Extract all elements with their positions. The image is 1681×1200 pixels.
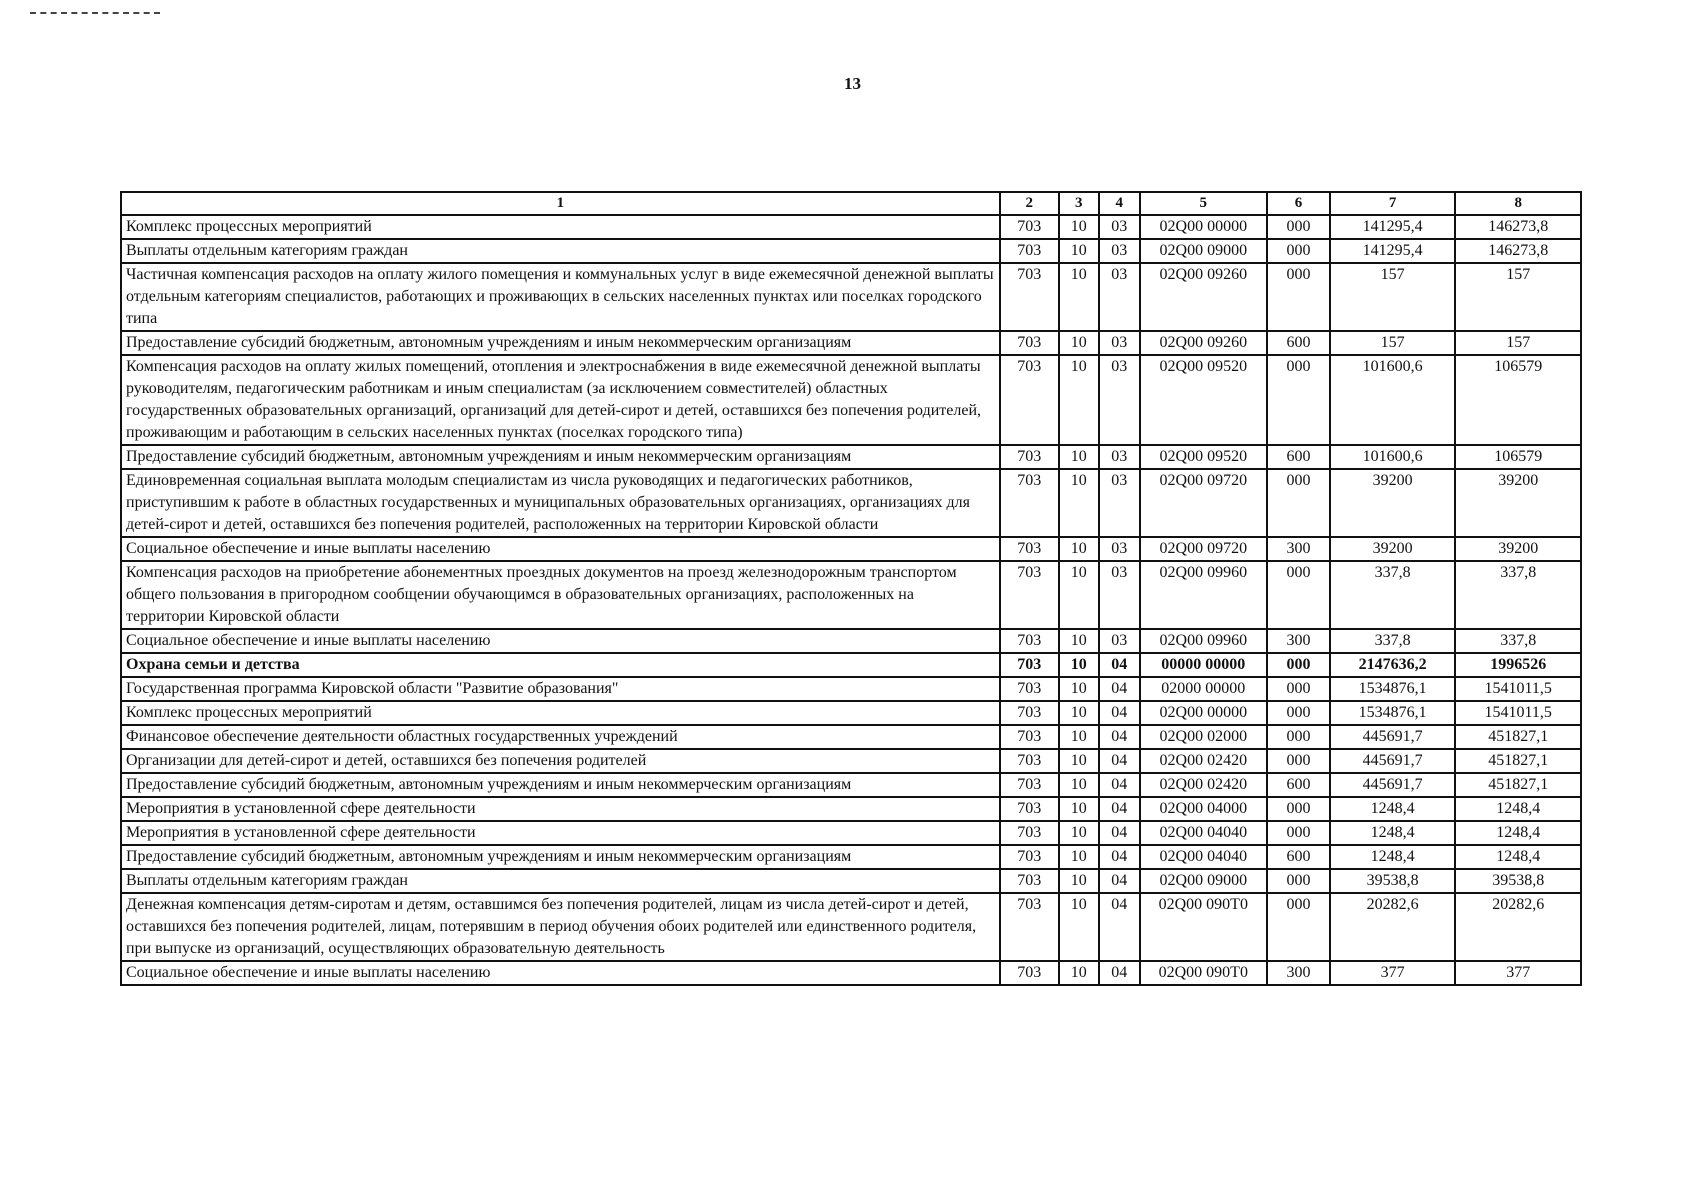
ved-code-cell: 703 — [1000, 821, 1059, 845]
table-row — [121, 725, 1581, 749]
subsection-code-cell: 04 — [1099, 821, 1139, 845]
target-article-cell: 02Q00 02420 — [1140, 773, 1268, 797]
table-row — [121, 629, 1581, 653]
expense-name-cell: Выплаты отдельным категориям граждан — [121, 869, 1000, 893]
section-code-cell: 10 — [1059, 263, 1099, 331]
expense-type-cell: 000 — [1267, 701, 1330, 725]
amount-year2-cell: 1541011,5 — [1455, 677, 1581, 701]
section-code-cell: 10 — [1059, 749, 1099, 773]
expense-type-cell: 600 — [1267, 773, 1330, 797]
ved-code-cell: 703 — [1000, 469, 1059, 537]
table-row — [121, 355, 1581, 445]
amount-year1-cell: 141295,4 — [1330, 215, 1456, 239]
ved-code-cell: 703 — [1000, 331, 1059, 355]
target-article-cell: 02Q00 09520 — [1140, 355, 1268, 445]
ved-code-cell: 703 — [1000, 239, 1059, 263]
expense-name-cell: Компенсация расходов на оплату жилых помещений, отопления и электроснабжения в виде ежемесячной денежной выплаты руководителям, педагогическим работникам и иным специалистам (за исключением совместителей) областных государственных образовательных организаций, организаций для детей-сирот и детей, оставшихся без попечения родителей, проживающим и работающим в сельских населенных пунктах (поселках городского типа) — [121, 355, 1000, 445]
amount-year2-cell: 39200 — [1455, 537, 1581, 561]
expense-name-cell: Финансовое обеспечение деятельности областных государственных учреждений — [121, 725, 1000, 749]
amount-year1-cell: 445691,7 — [1330, 725, 1456, 749]
amount-year1-cell: 39538,8 — [1330, 869, 1456, 893]
section-code-cell: 10 — [1059, 653, 1099, 677]
expense-name-cell: Предоставление субсидий бюджетным, автономным учреждениям и иным некоммерческим организациям — [121, 331, 1000, 355]
expense-type-cell: 000 — [1267, 893, 1330, 961]
target-article-cell: 02Q00 09960 — [1140, 629, 1268, 653]
header-row — [121, 192, 1581, 215]
subsection-code-cell: 04 — [1099, 677, 1139, 701]
target-article-cell: 02Q00 090T0 — [1140, 893, 1268, 961]
amount-year1-cell: 1534876,1 — [1330, 701, 1456, 725]
target-article-cell: 02Q00 09260 — [1140, 331, 1268, 355]
column-header-1: 1 — [121, 192, 1000, 215]
expense-type-cell: 600 — [1267, 445, 1330, 469]
table-row — [121, 821, 1581, 845]
expense-name-cell: Охрана семьи и детства — [121, 653, 1000, 677]
amount-year1-cell: 445691,7 — [1330, 773, 1456, 797]
amount-year2-cell: 1248,4 — [1455, 797, 1581, 821]
subsection-code-cell: 03 — [1099, 239, 1139, 263]
expense-type-cell: 600 — [1267, 331, 1330, 355]
amount-year2-cell: 1248,4 — [1455, 845, 1581, 869]
table-row — [121, 773, 1581, 797]
section-code-cell: 10 — [1059, 677, 1099, 701]
subsection-code-cell: 04 — [1099, 725, 1139, 749]
expense-type-cell: 000 — [1267, 355, 1330, 445]
section-code-cell: 10 — [1059, 893, 1099, 961]
expense-name-cell: Предоставление субсидий бюджетным, автономным учреждениям и иным некоммерческим организациям — [121, 445, 1000, 469]
ved-code-cell: 703 — [1000, 355, 1059, 445]
amount-year2-cell: 20282,6 — [1455, 893, 1581, 961]
amount-year2-cell: 39538,8 — [1455, 869, 1581, 893]
subsection-code-cell: 04 — [1099, 797, 1139, 821]
ved-code-cell: 703 — [1000, 961, 1059, 985]
ved-code-cell: 703 — [1000, 653, 1059, 677]
ved-code-cell: 703 — [1000, 725, 1059, 749]
amount-year2-cell: 451827,1 — [1455, 725, 1581, 749]
expense-name-cell: Социальное обеспечение и иные выплаты населению — [121, 629, 1000, 653]
subsection-code-cell: 04 — [1099, 961, 1139, 985]
ved-code-cell: 703 — [1000, 561, 1059, 629]
column-header-6: 6 — [1267, 192, 1330, 215]
table-row — [121, 537, 1581, 561]
expense-name-cell: Социальное обеспечение и иные выплаты населению — [121, 961, 1000, 985]
target-article-cell: 02Q00 09520 — [1140, 445, 1268, 469]
ved-code-cell: 703 — [1000, 537, 1059, 561]
table-body — [121, 215, 1581, 985]
expense-type-cell: 000 — [1267, 725, 1330, 749]
amount-year1-cell: 337,8 — [1330, 629, 1456, 653]
amount-year1-cell: 1534876,1 — [1330, 677, 1456, 701]
target-article-cell: 02Q00 09000 — [1140, 869, 1268, 893]
section-code-cell: 10 — [1059, 725, 1099, 749]
ved-code-cell: 703 — [1000, 773, 1059, 797]
column-header-3: 3 — [1059, 192, 1099, 215]
amount-year1-cell: 101600,6 — [1330, 445, 1456, 469]
target-article-cell: 02Q00 09260 — [1140, 263, 1268, 331]
expense-type-cell: 000 — [1267, 869, 1330, 893]
amount-year2-cell: 1541011,5 — [1455, 701, 1581, 725]
section-code-cell: 10 — [1059, 961, 1099, 985]
target-article-cell: 02Q00 09000 — [1140, 239, 1268, 263]
amount-year1-cell: 377 — [1330, 961, 1456, 985]
section-code-cell: 10 — [1059, 845, 1099, 869]
expense-type-cell: 000 — [1267, 469, 1330, 537]
amount-year1-cell: 157 — [1330, 331, 1456, 355]
target-article-cell: 02Q00 02420 — [1140, 749, 1268, 773]
amount-year1-cell: 20282,6 — [1330, 893, 1456, 961]
table-row — [121, 239, 1581, 263]
table-row — [121, 749, 1581, 773]
table-row — [121, 677, 1581, 701]
target-article-cell: 02Q00 04000 — [1140, 797, 1268, 821]
expense-name-cell: Государственная программа Кировской области "Развитие образования" — [121, 677, 1000, 701]
table-row — [121, 701, 1581, 725]
subsection-code-cell: 03 — [1099, 537, 1139, 561]
section-code-cell: 10 — [1059, 869, 1099, 893]
expense-name-cell: Денежная компенсация детям-сиротам и детям, оставшимся без попечения родителей, лицам из числа детей-сирот и детей, оставшихся без попечения родителей, лицам, потерявшим в период обучения обоих родителей или единственного родителя, при выпуске из организаций, осуществляющих образовательную деятельность — [121, 893, 1000, 961]
target-article-cell: 02Q00 04040 — [1140, 821, 1268, 845]
amount-year2-cell: 146273,8 — [1455, 239, 1581, 263]
column-header-2: 2 — [1000, 192, 1059, 215]
expense-type-cell: 300 — [1267, 537, 1330, 561]
expense-type-cell: 000 — [1267, 821, 1330, 845]
section-code-cell: 10 — [1059, 537, 1099, 561]
ved-code-cell: 703 — [1000, 445, 1059, 469]
subsection-code-cell: 04 — [1099, 653, 1139, 677]
amount-year1-cell: 101600,6 — [1330, 355, 1456, 445]
table-row — [121, 331, 1581, 355]
section-code-cell: 10 — [1059, 215, 1099, 239]
target-article-cell: 02Q00 00000 — [1140, 701, 1268, 725]
amount-year2-cell: 1996526 — [1455, 653, 1581, 677]
expense-type-cell: 600 — [1267, 845, 1330, 869]
expense-name-cell: Единовременная социальная выплата молодым специалистам из числа руководящих и педагогических работников, приступившим к работе в областных государственных и муниципальных образовательных организациях, организациях для детей-сирот и детей, оставшихся без попечения родителей, расположенных на территории Кировской области — [121, 469, 1000, 537]
subsection-code-cell: 03 — [1099, 469, 1139, 537]
expense-type-cell: 000 — [1267, 239, 1330, 263]
table-row — [121, 445, 1581, 469]
section-code-cell: 10 — [1059, 445, 1099, 469]
target-article-cell: 02000 00000 — [1140, 677, 1268, 701]
amount-year2-cell: 451827,1 — [1455, 773, 1581, 797]
expense-name-cell: Частичная компенсация расходов на оплату жилого помещения и коммунальных услуг в виде ежемесячной денежной выплаты отдельным категориям специалистов, работающих и проживающих в сельских населенных пунктах или поселках городского типа — [121, 263, 1000, 331]
amount-year2-cell: 337,8 — [1455, 561, 1581, 629]
target-article-cell: 02Q00 09720 — [1140, 537, 1268, 561]
expense-name-cell: Организации для детей-сирот и детей, оставшихся без попечения родителей — [121, 749, 1000, 773]
amount-year1-cell: 1248,4 — [1330, 845, 1456, 869]
subsection-code-cell: 03 — [1099, 445, 1139, 469]
ved-code-cell: 703 — [1000, 845, 1059, 869]
section-code-cell: 10 — [1059, 629, 1099, 653]
amount-year1-cell: 2147636,2 — [1330, 653, 1456, 677]
section-code-cell: 10 — [1059, 355, 1099, 445]
section-code-cell: 10 — [1059, 331, 1099, 355]
expense-type-cell: 300 — [1267, 629, 1330, 653]
table-row — [121, 561, 1581, 629]
target-article-cell: 02Q00 02000 — [1140, 725, 1268, 749]
expense-name-cell: Предоставление субсидий бюджетным, автономным учреждениям и иным некоммерческим организациям — [121, 845, 1000, 869]
amount-year1-cell: 337,8 — [1330, 561, 1456, 629]
expense-type-cell: 000 — [1267, 653, 1330, 677]
amount-year1-cell: 1248,4 — [1330, 821, 1456, 845]
column-header-7: 7 — [1330, 192, 1456, 215]
amount-year1-cell: 39200 — [1330, 469, 1456, 537]
expense-type-cell: 000 — [1267, 749, 1330, 773]
section-code-cell: 10 — [1059, 773, 1099, 797]
amount-year2-cell: 106579 — [1455, 445, 1581, 469]
ved-code-cell: 703 — [1000, 749, 1059, 773]
subsection-code-cell: 04 — [1099, 845, 1139, 869]
section-code-cell: 10 — [1059, 239, 1099, 263]
target-article-cell: 00000 00000 — [1140, 653, 1268, 677]
subsection-code-cell: 04 — [1099, 749, 1139, 773]
target-article-cell: 02Q00 090T0 — [1140, 961, 1268, 985]
section-code-cell: 10 — [1059, 701, 1099, 725]
subsection-code-cell: 03 — [1099, 561, 1139, 629]
amount-year2-cell: 337,8 — [1455, 629, 1581, 653]
column-header-5: 5 — [1140, 192, 1268, 215]
section-code-cell: 10 — [1059, 469, 1099, 537]
subsection-code-cell: 03 — [1099, 215, 1139, 239]
table-row — [121, 869, 1581, 893]
amount-year1-cell: 141295,4 — [1330, 239, 1456, 263]
table-row — [121, 961, 1581, 985]
amount-year2-cell: 39200 — [1455, 469, 1581, 537]
page-number: 13 — [844, 74, 861, 93]
ved-code-cell: 703 — [1000, 869, 1059, 893]
subsection-code-cell: 03 — [1099, 355, 1139, 445]
amount-year1-cell: 39200 — [1330, 537, 1456, 561]
section-code-cell: 10 — [1059, 797, 1099, 821]
subsection-code-cell: 04 — [1099, 869, 1139, 893]
subsection-code-cell: 04 — [1099, 893, 1139, 961]
amount-year2-cell: 157 — [1455, 263, 1581, 331]
table-row — [121, 845, 1581, 869]
table-row — [121, 893, 1581, 961]
amount-year2-cell: 146273,8 — [1455, 215, 1581, 239]
table-row — [121, 215, 1581, 239]
amount-year2-cell: 377 — [1455, 961, 1581, 985]
subsection-code-cell: 04 — [1099, 773, 1139, 797]
expense-type-cell: 000 — [1267, 797, 1330, 821]
amount-year2-cell: 157 — [1455, 331, 1581, 355]
expense-name-cell: Комплекс процессных мероприятий — [121, 215, 1000, 239]
expense-type-cell: 300 — [1267, 961, 1330, 985]
ved-code-cell: 703 — [1000, 701, 1059, 725]
expense-type-cell: 000 — [1267, 263, 1330, 331]
subsection-code-cell: 03 — [1099, 331, 1139, 355]
target-article-cell: 02Q00 00000 — [1140, 215, 1268, 239]
expense-name-cell: Мероприятия в установленной сфере деятельности — [121, 797, 1000, 821]
table-row — [121, 469, 1581, 537]
expense-type-cell: 000 — [1267, 561, 1330, 629]
table-row — [121, 653, 1581, 677]
target-article-cell: 02Q00 04040 — [1140, 845, 1268, 869]
expense-type-cell: 000 — [1267, 677, 1330, 701]
column-header-8: 8 — [1455, 192, 1581, 215]
ved-code-cell: 703 — [1000, 215, 1059, 239]
ved-code-cell: 703 — [1000, 629, 1059, 653]
expense-name-cell: Комплекс процессных мероприятий — [121, 701, 1000, 725]
target-article-cell: 02Q00 09720 — [1140, 469, 1268, 537]
subsection-code-cell: 03 — [1099, 263, 1139, 331]
amount-year2-cell: 451827,1 — [1455, 749, 1581, 773]
amount-year2-cell: 1248,4 — [1455, 821, 1581, 845]
expense-name-cell: Социальное обеспечение и иные выплаты населению — [121, 537, 1000, 561]
table-row — [121, 263, 1581, 331]
amount-year2-cell: 106579 — [1455, 355, 1581, 445]
ved-code-cell: 703 — [1000, 893, 1059, 961]
ved-code-cell: 703 — [1000, 797, 1059, 821]
expense-name-cell: Выплаты отдельным категориям граждан — [121, 239, 1000, 263]
scan-artifact-mark — [30, 12, 160, 17]
expense-type-cell: 000 — [1267, 215, 1330, 239]
amount-year1-cell: 445691,7 — [1330, 749, 1456, 773]
expense-name-cell: Предоставление субсидий бюджетным, автономным учреждениям и иным некоммерческим организациям — [121, 773, 1000, 797]
section-code-cell: 10 — [1059, 561, 1099, 629]
subsection-code-cell: 03 — [1099, 629, 1139, 653]
subsection-code-cell: 04 — [1099, 701, 1139, 725]
target-article-cell: 02Q00 09960 — [1140, 561, 1268, 629]
column-header-4: 4 — [1099, 192, 1139, 215]
budget-table — [120, 191, 1582, 986]
expense-name-cell: Мероприятия в установленной сфере деятельности — [121, 821, 1000, 845]
section-code-cell: 10 — [1059, 821, 1099, 845]
amount-year1-cell: 1248,4 — [1330, 797, 1456, 821]
table-row — [121, 797, 1581, 821]
expense-name-cell: Компенсация расходов на приобретение абонементных проездных документов на проезд железнодорожным транспортом общего пользования в пригородном сообщении обучающимся в образовательных организациях, расположенных на территории Кировской области — [121, 561, 1000, 629]
amount-year1-cell: 157 — [1330, 263, 1456, 331]
ved-code-cell: 703 — [1000, 677, 1059, 701]
ved-code-cell: 703 — [1000, 263, 1059, 331]
